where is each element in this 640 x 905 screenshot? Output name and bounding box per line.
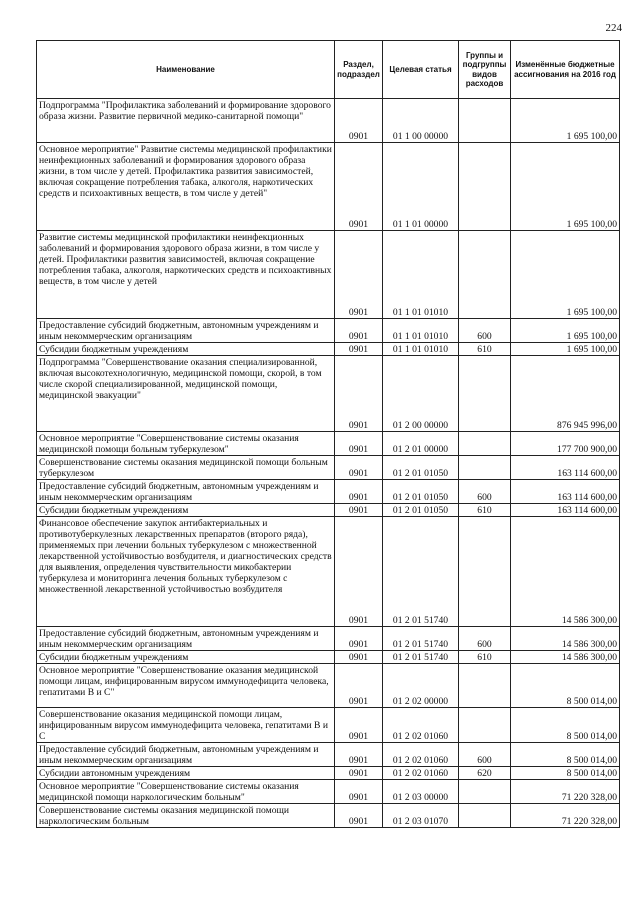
row-name: Субсидии автономным учреждениям (37, 767, 335, 780)
table-row (37, 767, 620, 780)
row-article: 01 2 03 01070 (383, 804, 459, 828)
row-group (459, 356, 511, 432)
page-number: 224 (605, 22, 622, 34)
table-body (37, 99, 620, 828)
row-article: 01 2 00 00000 (383, 356, 459, 432)
row-section: 0901 (335, 627, 383, 651)
row-name: Предоставление субсидий бюджетным, автономным учреждениям и иным некоммерческим организациям (37, 480, 335, 504)
row-article: 01 2 02 01060 (383, 767, 459, 780)
row-amount: 8 500 014,00 (511, 708, 620, 743)
header-name: Наименование (37, 41, 335, 99)
table-header-row (37, 41, 620, 99)
row-section: 0901 (335, 432, 383, 456)
row-section: 0901 (335, 456, 383, 480)
row-group: 600 (459, 480, 511, 504)
row-article: 01 2 02 01060 (383, 708, 459, 743)
row-name: Развитие системы медицинской профилактики неинфекционных заболеваний и формирования здорового образа жизни, в том числе у детей. Профилактики развития зависимостей, включая сокращение потребления табака, алкоголя, наркотических средств и психоактивных веществ, в том числе у детей (37, 231, 335, 319)
row-amount: 163 114 600,00 (511, 456, 620, 480)
table-row (37, 319, 620, 343)
row-article: 01 2 01 51740 (383, 517, 459, 627)
row-group (459, 780, 511, 804)
row-name: Предоставление субсидий бюджетным, автономным учреждениям и иным некоммерческим организациям (37, 627, 335, 651)
row-article: 01 2 01 51740 (383, 627, 459, 651)
row-group (459, 432, 511, 456)
row-section: 0901 (335, 517, 383, 627)
row-amount: 71 220 328,00 (511, 804, 620, 828)
row-group: 600 (459, 319, 511, 343)
row-group: 610 (459, 651, 511, 664)
row-name: Субсидии бюджетным учреждениям (37, 343, 335, 356)
table-row (37, 343, 620, 356)
table-row (37, 231, 620, 319)
header-article: Целевая статья (383, 41, 459, 99)
table-row (37, 504, 620, 517)
row-name: Субсидии бюджетным учреждениям (37, 651, 335, 664)
row-group (459, 456, 511, 480)
row-amount: 1 695 100,00 (511, 319, 620, 343)
row-article: 01 2 02 01060 (383, 743, 459, 767)
row-amount: 1 695 100,00 (511, 231, 620, 319)
row-section: 0901 (335, 767, 383, 780)
row-article: 01 2 01 01050 (383, 504, 459, 517)
row-article: 01 1 01 00000 (383, 143, 459, 231)
row-group: 600 (459, 743, 511, 767)
row-amount: 14 586 300,00 (511, 517, 620, 627)
row-article: 01 2 01 00000 (383, 432, 459, 456)
table-row (37, 651, 620, 664)
table-row (37, 99, 620, 143)
header-amount: Изменённые бюджетные ассигнования на 2016 год (511, 41, 620, 99)
table-row (37, 456, 620, 480)
row-section: 0901 (335, 231, 383, 319)
row-section: 0901 (335, 708, 383, 743)
row-amount: 71 220 328,00 (511, 780, 620, 804)
row-group: 610 (459, 504, 511, 517)
row-group: 600 (459, 627, 511, 651)
row-amount: 163 114 600,00 (511, 504, 620, 517)
row-name: Основное мероприятие "Совершенствование системы оказания медицинской помощи больным туберкулезом" (37, 432, 335, 456)
row-section: 0901 (335, 99, 383, 143)
table-row (37, 143, 620, 231)
row-amount: 8 500 014,00 (511, 767, 620, 780)
row-amount: 163 114 600,00 (511, 480, 620, 504)
row-section: 0901 (335, 651, 383, 664)
row-section: 0901 (335, 664, 383, 708)
row-group (459, 143, 511, 231)
row-group: 620 (459, 767, 511, 780)
row-group: 610 (459, 343, 511, 356)
header-section: Раздел, подраздел (335, 41, 383, 99)
row-section: 0901 (335, 319, 383, 343)
table-row (37, 780, 620, 804)
table-row (37, 627, 620, 651)
header-groups: Группы и подгруппы видов расходов (459, 41, 511, 99)
row-amount: 14 586 300,00 (511, 651, 620, 664)
row-article: 01 1 01 01010 (383, 319, 459, 343)
row-name: Совершенствование оказания медицинской помощи лицам, инфицированным вирусом иммунодефицита человека, гепатитами В и С (37, 708, 335, 743)
table-row (37, 664, 620, 708)
row-name: Совершенствование системы оказания медицинской помощи больным туберкулезом (37, 456, 335, 480)
row-section: 0901 (335, 780, 383, 804)
row-amount: 8 500 014,00 (511, 664, 620, 708)
row-group (459, 99, 511, 143)
row-section: 0901 (335, 480, 383, 504)
row-article: 01 2 01 51740 (383, 651, 459, 664)
row-amount: 1 695 100,00 (511, 343, 620, 356)
row-section: 0901 (335, 356, 383, 432)
row-section: 0901 (335, 343, 383, 356)
row-amount: 876 945 996,00 (511, 356, 620, 432)
row-article: 01 2 01 01050 (383, 456, 459, 480)
row-name: Основное мероприятие "Совершенствование оказания медицинской помощи лицам, инфицированным вирусом иммунодефицита человека, гепатитами В и С" (37, 664, 335, 708)
row-section: 0901 (335, 504, 383, 517)
row-group (459, 231, 511, 319)
row-article: 01 1 01 01010 (383, 343, 459, 356)
row-name: Основное мероприятие "Совершенствование системы оказания медицинской помощи наркологическим больным" (37, 780, 335, 804)
table-row (37, 708, 620, 743)
row-group (459, 517, 511, 627)
row-name: Основное мероприятие" Развитие системы медицинской профилактики неинфекционных заболеваний и формирования здорового образа жизни, в том числе у детей. Профилактика развития зависимостей, включая сокращение потребления табака, алкоголя, наркотических средств и психоактивных веществ, в том числе у детей" (37, 143, 335, 231)
row-group (459, 804, 511, 828)
row-name: Предоставление субсидий бюджетным, автономным учреждениям и иным некоммерческим организациям (37, 743, 335, 767)
table-row (37, 356, 620, 432)
row-group (459, 708, 511, 743)
table-row (37, 517, 620, 627)
row-name: Подпрограмма "Совершенствование оказания специализированной, включая высокотехнологичную, медицинской помощи, скорой, в том числе скорой специализированной, медицинской помощи, медицинской эвакуации" (37, 356, 335, 432)
row-name: Подпрограмма "Профилактика заболеваний и формирование здорового образа жизни. Развитие первичной медико-санитарной помощи" (37, 99, 335, 143)
row-name: Совершенствование системы оказания медицинской помощи наркологическим больным (37, 804, 335, 828)
row-article: 01 2 02 00000 (383, 664, 459, 708)
row-article: 01 2 03 00000 (383, 780, 459, 804)
row-amount: 177 700 900,00 (511, 432, 620, 456)
table-row (37, 804, 620, 828)
row-article: 01 2 01 01050 (383, 480, 459, 504)
row-amount: 1 695 100,00 (511, 99, 620, 143)
row-amount: 1 695 100,00 (511, 143, 620, 231)
table-row (37, 432, 620, 456)
row-name: Финансовое обеспечение закупок антибактериальных и противотуберкулезных лекарственных препаратов (второго ряда), применяемых при лечении больных туберкулезом с множественной лекарственной устойчивостью возбудителя, и диагностических средств для выявления, определения чувствительности микобактерии туберкулеза и мониторинга лечения больных туберкулезом с множественной лекарственной устойчивостью возбудителя (37, 517, 335, 627)
row-section: 0901 (335, 804, 383, 828)
row-amount: 14 586 300,00 (511, 627, 620, 651)
row-name: Предоставление субсидий бюджетным, автономным учреждениям и иным некоммерческим организациям (37, 319, 335, 343)
table-row (37, 480, 620, 504)
row-section: 0901 (335, 743, 383, 767)
row-amount: 8 500 014,00 (511, 743, 620, 767)
row-name: Субсидии бюджетным учреждениям (37, 504, 335, 517)
row-group (459, 664, 511, 708)
budget-table (36, 40, 620, 828)
row-article: 01 1 00 00000 (383, 99, 459, 143)
row-section: 0901 (335, 143, 383, 231)
table-row (37, 743, 620, 767)
row-article: 01 1 01 01010 (383, 231, 459, 319)
